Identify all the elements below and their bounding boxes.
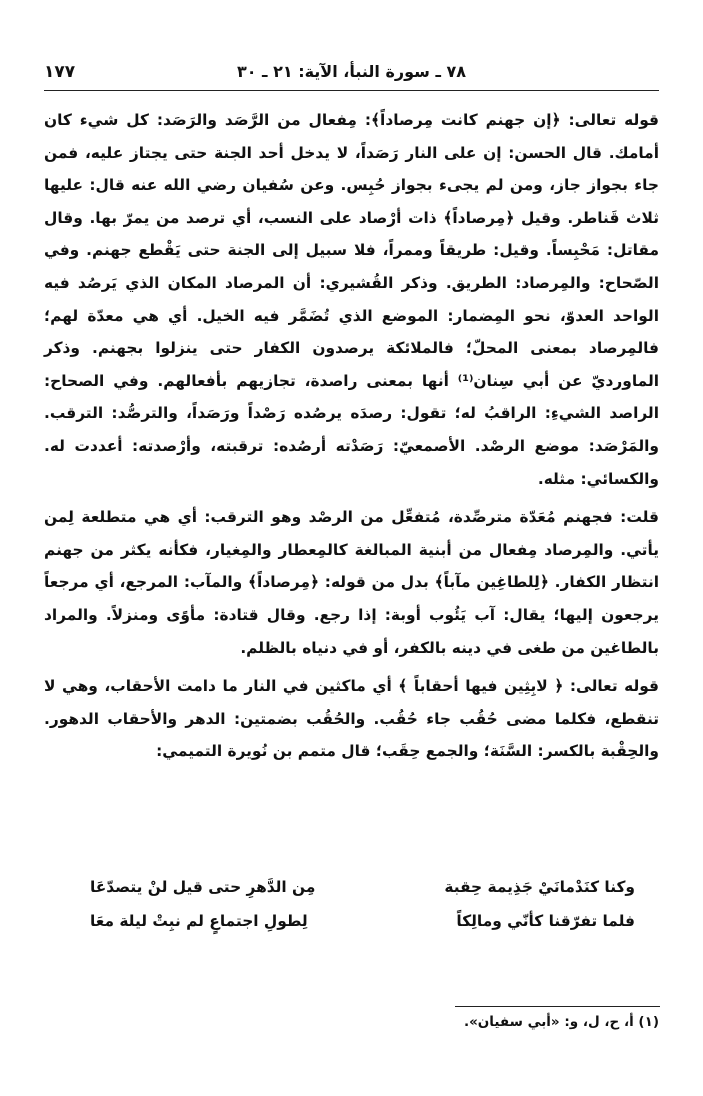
paragraph-qultu: قلت: فجهنم مُعَدّة مترصِّدة، مُتفعِّل من الرصْد وهو الترقب: أي هي متطلعة لِمن يأتي. والمِرصاد مِفعال من أبنية المبالغة كالمِعطار والمِغيار، فكأنه يكثر من جهنم انتظار الكفار. ﴿لِلطاغِين مآباً﴾ بدل من قوله: ﴿مِرصاداً﴾ والمآب: المرجع، أي مرجعاً يرجعون إليها؛ يقال: آب يَئُوب أوبة: إذا رجع. وقال قتادة: مأوًى ومنزلاً. والمراد بالطاغين من طغى في دينه بالكفر، أو في دنياه بالظلم. (44, 508, 659, 657)
poem-verse-first-hemistich: وكنا كنَدْمانَيْ جَذِيمة حِقبة (444, 878, 635, 896)
poem-verse-first-hemistich: فلما تفرّقنا كأنّي ومالِكاً (456, 912, 635, 930)
running-title: ٧٨ ـ سورة النبأ، الآية: ٢١ ـ ٣٠ (236, 62, 467, 81)
main-text (44, 104, 659, 768)
page-header (44, 60, 659, 88)
footnote: (١) أ، ح، ل، و: «أبي سفيان». (463, 1014, 659, 1030)
poem-verse-second-hemistich: لِطولِ اجتماعٍ لم نبِتْ ليلة معَا (90, 912, 308, 930)
page-number: ١٧٧ (44, 62, 76, 82)
poem-block (90, 870, 635, 938)
footnote-divider (455, 1006, 660, 1007)
poem-verse-second-hemistich: مِن الدَّهرِ حتى قيل لنْ يتصدّعَا (90, 878, 316, 896)
paragraph-ahqab: قوله تعالى: ﴿ لابِثِين فيها أحقاباً ﴾ أي ماكثين في النار ما دامت الأحقاب، وهي لا تنقطع، فكلما مضى حُقُب جاء حُقُب. والحُقُب بضمتين: الدهر والأحقاب الدهور. والحِقْبة بالكسر: السَّنَة؛ والجمع حِقَب؛ قال متمم بن نُويرة التميمي: (44, 677, 659, 761)
header-divider (44, 90, 659, 91)
paragraph-mirsad: قوله تعالى: ﴿إن جهنم كانت مِرصاداً﴾: مِفعال من الرَّصَد والرَصَد: كل شيء كان أمامك. قال الحسن: إن على النار رَصَداً، لا يدخل أحد الجنة حتى يجتاز عليه، فمن جاء بجواز جاز، ومن لم يجىء بجواز حُبِس. وعن سُفيان رضي الله عنه قال: عليها ثلاث قَناطر. وقيل ﴿مِرصاداً﴾ ذات أرْصاد على النسب، أي ترصد من يمرّ بها. وقال مقاتل: مَحْبِساً. وقيل: طريقاً وممراً، فلا سبيل إلى الجنة حتى يَقْطع جهنم. وفي الصّحاح: والمِرصاد: الطريق. وذكر القُشيري: أن المرصاد المكان الذي يَرصُد فيه الواحد العدوّ، نحو المِضمار: الموضع الذي تُضَمَّر فيه الخيل. أي هي معدّة لهم؛ فالمِرصاد بمعنى المحلّ؛ فالملائكة يرصدون الكفار حتى ينزلوا بجهنم. وذكر الماورديّ عن أبي سِنان⁽¹⁾ أنها بمعنى راصدة، تجازيهم بأفعالهم. وفي الصحاح: الراصد الشيءِ: الراقبُ له؛ تقول: رصدَه يرصُده رَصْداً ورَصَداً، والترصُّد: الترقب. والمَرْصَد: موضع الرصْد. الأصمعيّ: رَصَدْته أرصُده: ترقبته، وأرْصدته: أعددت له. والكسائي: مثله. (44, 111, 659, 488)
poem-verse (90, 870, 635, 904)
poem-verse (90, 904, 635, 938)
